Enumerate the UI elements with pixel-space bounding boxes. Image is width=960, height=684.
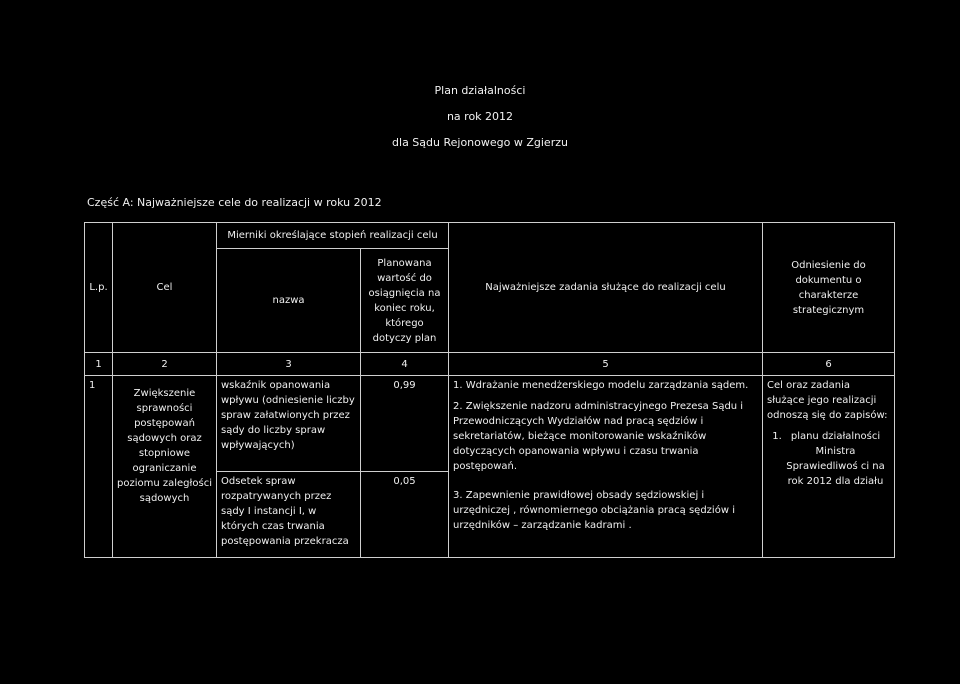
measure-1-name: wskaźnik opanowania wpływu (odniesienie liczby spraw załatwionych przez sądy do liczby spraw wpływających) bbox=[217, 376, 361, 472]
col-number: 4 bbox=[361, 353, 449, 376]
col-number: 6 bbox=[763, 353, 895, 376]
row-lp: 1 bbox=[85, 376, 113, 558]
doc-court: dla Sądu Rejonowego w Zgierzu bbox=[392, 136, 568, 149]
reference-intro: Cel oraz zadania służące jego realizacji odnoszą się do zapisów: bbox=[767, 380, 888, 421]
doc-year: na rok 2012 bbox=[446, 110, 514, 123]
col-number: 2 bbox=[113, 353, 217, 376]
header-zadania: Najważniejsze zadania służące do realizacji celu bbox=[449, 223, 763, 353]
section-title: Część A: Najważniejsze cele do realizacji w roku 2012 bbox=[87, 196, 382, 209]
row-goal: Zwiększenie sprawności postępowań sądowych oraz stopniowe ograniczanie poziomu zaległości sądowych bbox=[113, 376, 217, 558]
col-number: 3 bbox=[217, 353, 361, 376]
task-3: 3. Zapewnienie prawidłowej obsady sędziowskiej i urzędniczej , równomiernego obciążania pracą sędziów i urzędników – zarządzanie kadrami . bbox=[453, 490, 735, 531]
header-cel: Cel bbox=[113, 223, 217, 353]
measure-1-value: 0,99 bbox=[361, 376, 449, 472]
col-number: 1 bbox=[85, 353, 113, 376]
row-reference bbox=[763, 376, 895, 558]
reference-item: 1. planu działalności Ministra Sprawiedliwoś ci na rok 2012 dla działu bbox=[785, 429, 890, 489]
header-nazwa: nazwa bbox=[217, 249, 361, 353]
doc-title: Plan działalności bbox=[434, 84, 526, 97]
header-odniesienie: Odniesienie do dokumentu o charakterze strategicznym bbox=[763, 223, 895, 353]
measure-2-value: 0,05 bbox=[361, 472, 449, 558]
measure-2-name: Odsetek spraw rozpatrywanych przez sądy I instancji I, w których czas trwania postępowania przekracza bbox=[217, 472, 361, 558]
row-tasks bbox=[449, 376, 763, 558]
header-mierniki: Mierniki określające stopień realizacji celu bbox=[217, 223, 449, 249]
task-1: 1. Wdrażanie menedżerskiego modelu zarządzania sądem. bbox=[453, 380, 749, 391]
header-planowana: Planowana wartość do osiągnięcia na koniec roku, którego dotyczy plan bbox=[361, 249, 449, 353]
plan-table bbox=[84, 222, 895, 558]
col-number: 5 bbox=[449, 353, 763, 376]
header-lp: L.p. bbox=[85, 223, 113, 353]
task-2: 2. Zwiększenie nadzoru administracyjnego Prezesa Sądu i Przewodniczących Wydziałów nad pracą sędziów i sekretariatów, bieżące monitorowanie wskaźników dotyczących opanowania wpływu i czasu trwania postępowań. bbox=[453, 401, 744, 472]
